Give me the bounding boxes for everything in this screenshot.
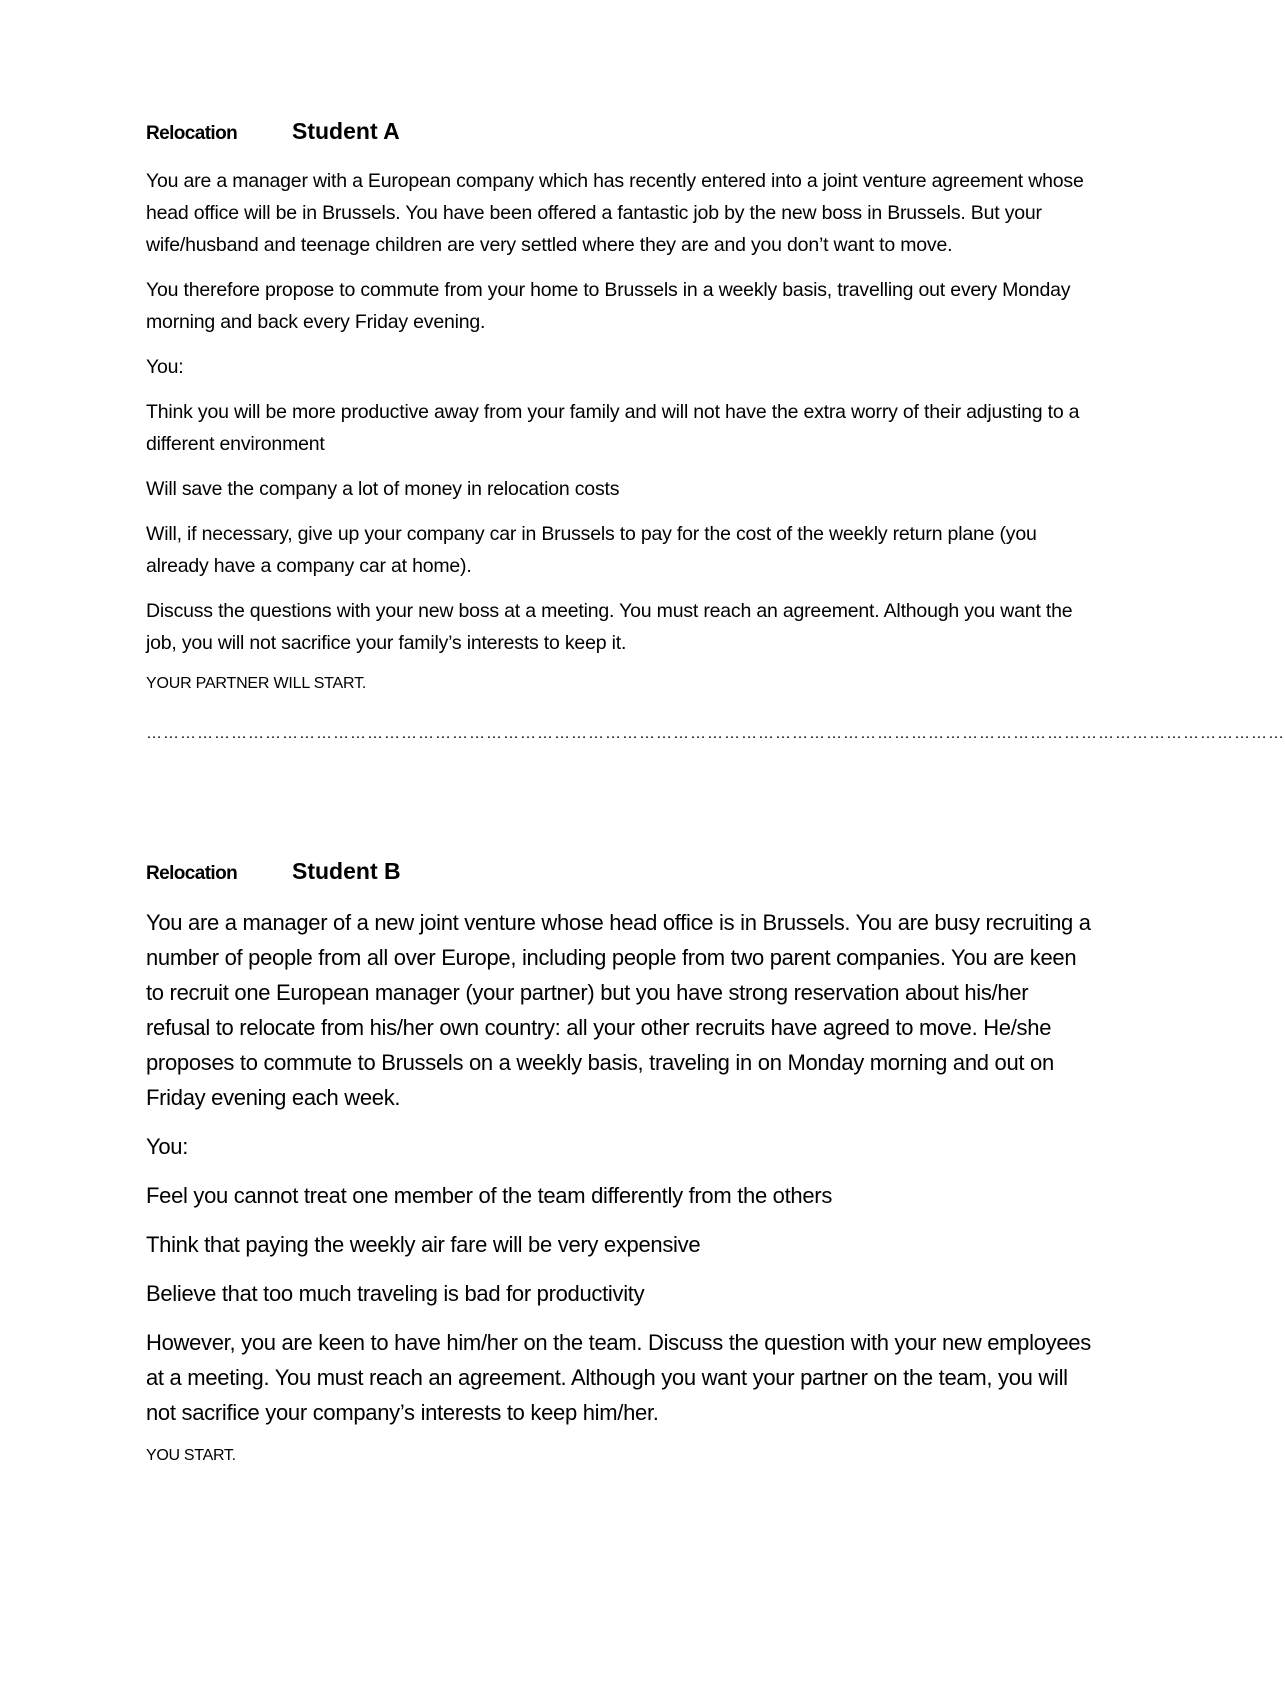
student-a-start-note: YOUR PARTNER WILL START. xyxy=(146,675,367,692)
student-b-tag: Relocation xyxy=(146,863,238,884)
document-content xyxy=(146,118,1285,1482)
student-b-you-label: You: xyxy=(146,1134,189,1159)
student-a-heading xyxy=(146,118,1096,145)
student-a-proposal: You therefore propose to commute from your home to Brussels in a weekly basis, travelling out every Monday morning and back every Friday evening. xyxy=(146,279,1071,333)
student-a-point-1: Think you will be more productive away from your family and will not have the extra worry of their adjusting to a different environment xyxy=(146,401,1080,455)
student-b-point-3: Believe that too much traveling is bad for productivity xyxy=(146,1281,645,1306)
student-b-point-2: Think that paying the weekly air fare will be very expensive xyxy=(146,1232,701,1257)
student-a-tag: Relocation xyxy=(146,123,238,144)
student-b-title: Student B xyxy=(292,858,401,884)
student-a-you-label: You: xyxy=(146,356,184,378)
student-a-section xyxy=(146,118,1096,696)
student-b-intro: You are a manager of a new joint venture whose head office is in Brussels. You are busy recruiting a number of people from all over Europe, including people from two parent companies. You are keen to recruit one European manager (your partner) but you have strong reservation about his/her refusal to relocate from his/her own country: all your other recruits have agreed to move. He/she proposes to commute to Brussels on a weekly basis, traveling in on Monday morning and out on Friday evening each week. xyxy=(146,910,1091,1110)
student-a-intro: You are a manager with a European company which has recently entered into a joint venture agreement whose head office will be in Brussels. You have been offered a fantastic job by the new boss in Brussels. But your wife/husband and teenage children are very settled where they are and you don’t want to move. xyxy=(146,170,1084,256)
student-a-point-2: Will save the company a lot of money in relocation costs xyxy=(146,478,620,500)
student-b-section xyxy=(146,858,1096,1468)
student-b-heading xyxy=(146,858,1096,885)
student-b-instructions: However, you are keen to have him/her on the team. Discuss the question with your new employees at a meeting. You must reach an agreement. Although you want your partner on the team, you will not sacrifice your company’s interests to keep him/her. xyxy=(146,1330,1091,1425)
student-a-instructions: Discuss the questions with your new boss at a meeting. You must reach an agreement. Although you want the job, you will not sacrifice your family’s interests to keep it. xyxy=(146,600,1073,654)
student-b-start-note: YOU START. xyxy=(146,1447,236,1464)
dotted-divider: ………………………………………………………………………………………………………………………………………………………………………………… xyxy=(146,725,1285,742)
student-a-point-3: Will, if necessary, give up your company car in Brussels to pay for the cost of the weekly return plane (you already have a company car at home). xyxy=(146,523,1037,577)
student-b-point-1: Feel you cannot treat one member of the team differently from the others xyxy=(146,1183,833,1208)
student-a-title: Student A xyxy=(292,118,400,144)
